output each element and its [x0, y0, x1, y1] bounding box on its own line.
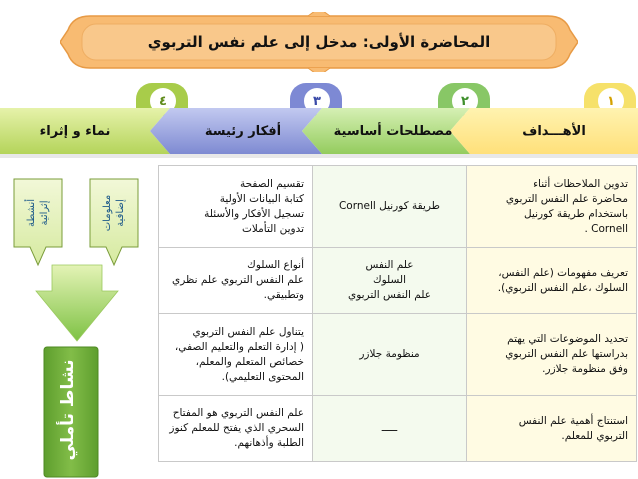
cell-line: منظومة جلازر: [359, 348, 420, 360]
cell-line: السحري الذي يفتح للمعلم كنوز: [169, 422, 304, 434]
term-cell: [313, 396, 467, 462]
header-growth: نماء و إثراء: [39, 123, 111, 139]
cell-line: السلوك: [372, 274, 407, 286]
cell-line: التربوي للمعلم.: [561, 429, 628, 442]
cell-line: علم النفس التربوي علم نظري: [172, 274, 304, 286]
cell-line: بدراستها علم النفس التربوي: [505, 348, 628, 360]
cell-line: تحديد الموضوعات التي يهتم: [507, 333, 628, 345]
cell-line: الطلبة وأذهانهم.: [234, 437, 304, 449]
table-row: [159, 396, 637, 462]
ideas-cell: [159, 166, 313, 248]
page-title: المحاضرة الأولى: مدخل إلى علم نفس التربوي: [147, 33, 491, 51]
number-badge: ١: [596, 86, 626, 116]
cell-line: باستخدام طريقة كورنيل: [523, 207, 628, 220]
cell-line: ( إدارة التعلم والتعليم الصفي،: [174, 340, 304, 353]
cell-line: علم النفس التربوي: [347, 289, 432, 301]
cell-line: علم النفس: [365, 259, 414, 271]
cell-line: تدوين التأملات: [241, 222, 304, 235]
cell-line: طريقة كورنيل Cornell: [338, 200, 441, 212]
cell-line: استنتاج أهمية علم النفس: [518, 414, 628, 427]
term-cell: [313, 314, 467, 396]
cell-line: أنواع السلوك: [247, 259, 304, 271]
cell-line: السلوك ،علم النفس التربوي).: [497, 281, 628, 294]
cell-line: وفق منظومة جلازر.: [542, 363, 628, 375]
number-badge: ٤: [148, 86, 178, 116]
enrichment-activities-box: [14, 179, 62, 247]
objective-cell: [467, 248, 637, 314]
cell-line: تسجيل الأفكار والأسئلة: [204, 207, 304, 220]
extra-info-box: [90, 179, 138, 247]
header-terms: مصطلحات أساسية: [333, 123, 453, 139]
table-row: [159, 314, 637, 396]
cell-line: كتابة البيانات الأولية: [219, 192, 304, 205]
number-badge: ٣: [302, 86, 332, 116]
cell-line: Cornell .: [584, 222, 628, 235]
term-cell: [313, 166, 467, 248]
number-badge: ٢: [450, 86, 480, 116]
header-ideas: أفكار رئيسة: [204, 123, 282, 139]
cell-line: خصائص المتعلم والمعلم،: [195, 355, 304, 368]
enrichment-activities-label: أنشطة إثرائية: [26, 198, 50, 228]
cell-line: وتطبيقي.: [263, 289, 304, 301]
ideas-cell: [159, 396, 313, 462]
cell-line: تقسيم الصفحة: [239, 177, 304, 190]
extra-info-label: معلومات إضافية: [102, 194, 126, 232]
reflective-activity-label: نشاط تأملي: [58, 359, 78, 461]
cell-line: تدوين الملاحظات أثناء: [533, 177, 628, 190]
objective-cell: [467, 396, 637, 462]
cell-line: ـــــ: [381, 422, 398, 434]
term-cell: [313, 248, 467, 314]
cell-line: علم النفس التربوي هو المفتاح: [172, 407, 304, 419]
table-row: [159, 248, 637, 314]
ideas-cell: [159, 248, 313, 314]
cell-line: يتناول علم النفس التربوي: [192, 325, 304, 338]
objective-cell: [467, 314, 637, 396]
cell-line: تعريف مفهومات (علم النفس،: [498, 266, 628, 279]
cell-line: المحتوى التعليمي).: [221, 370, 304, 383]
content-table: [158, 165, 637, 462]
objective-cell: [467, 166, 637, 248]
header-objectives: الأهـــداف: [522, 123, 586, 139]
cell-line: محاضرة علم النفس التربوي: [505, 192, 628, 205]
ideas-cell: [159, 314, 313, 396]
table-row: [159, 166, 637, 248]
